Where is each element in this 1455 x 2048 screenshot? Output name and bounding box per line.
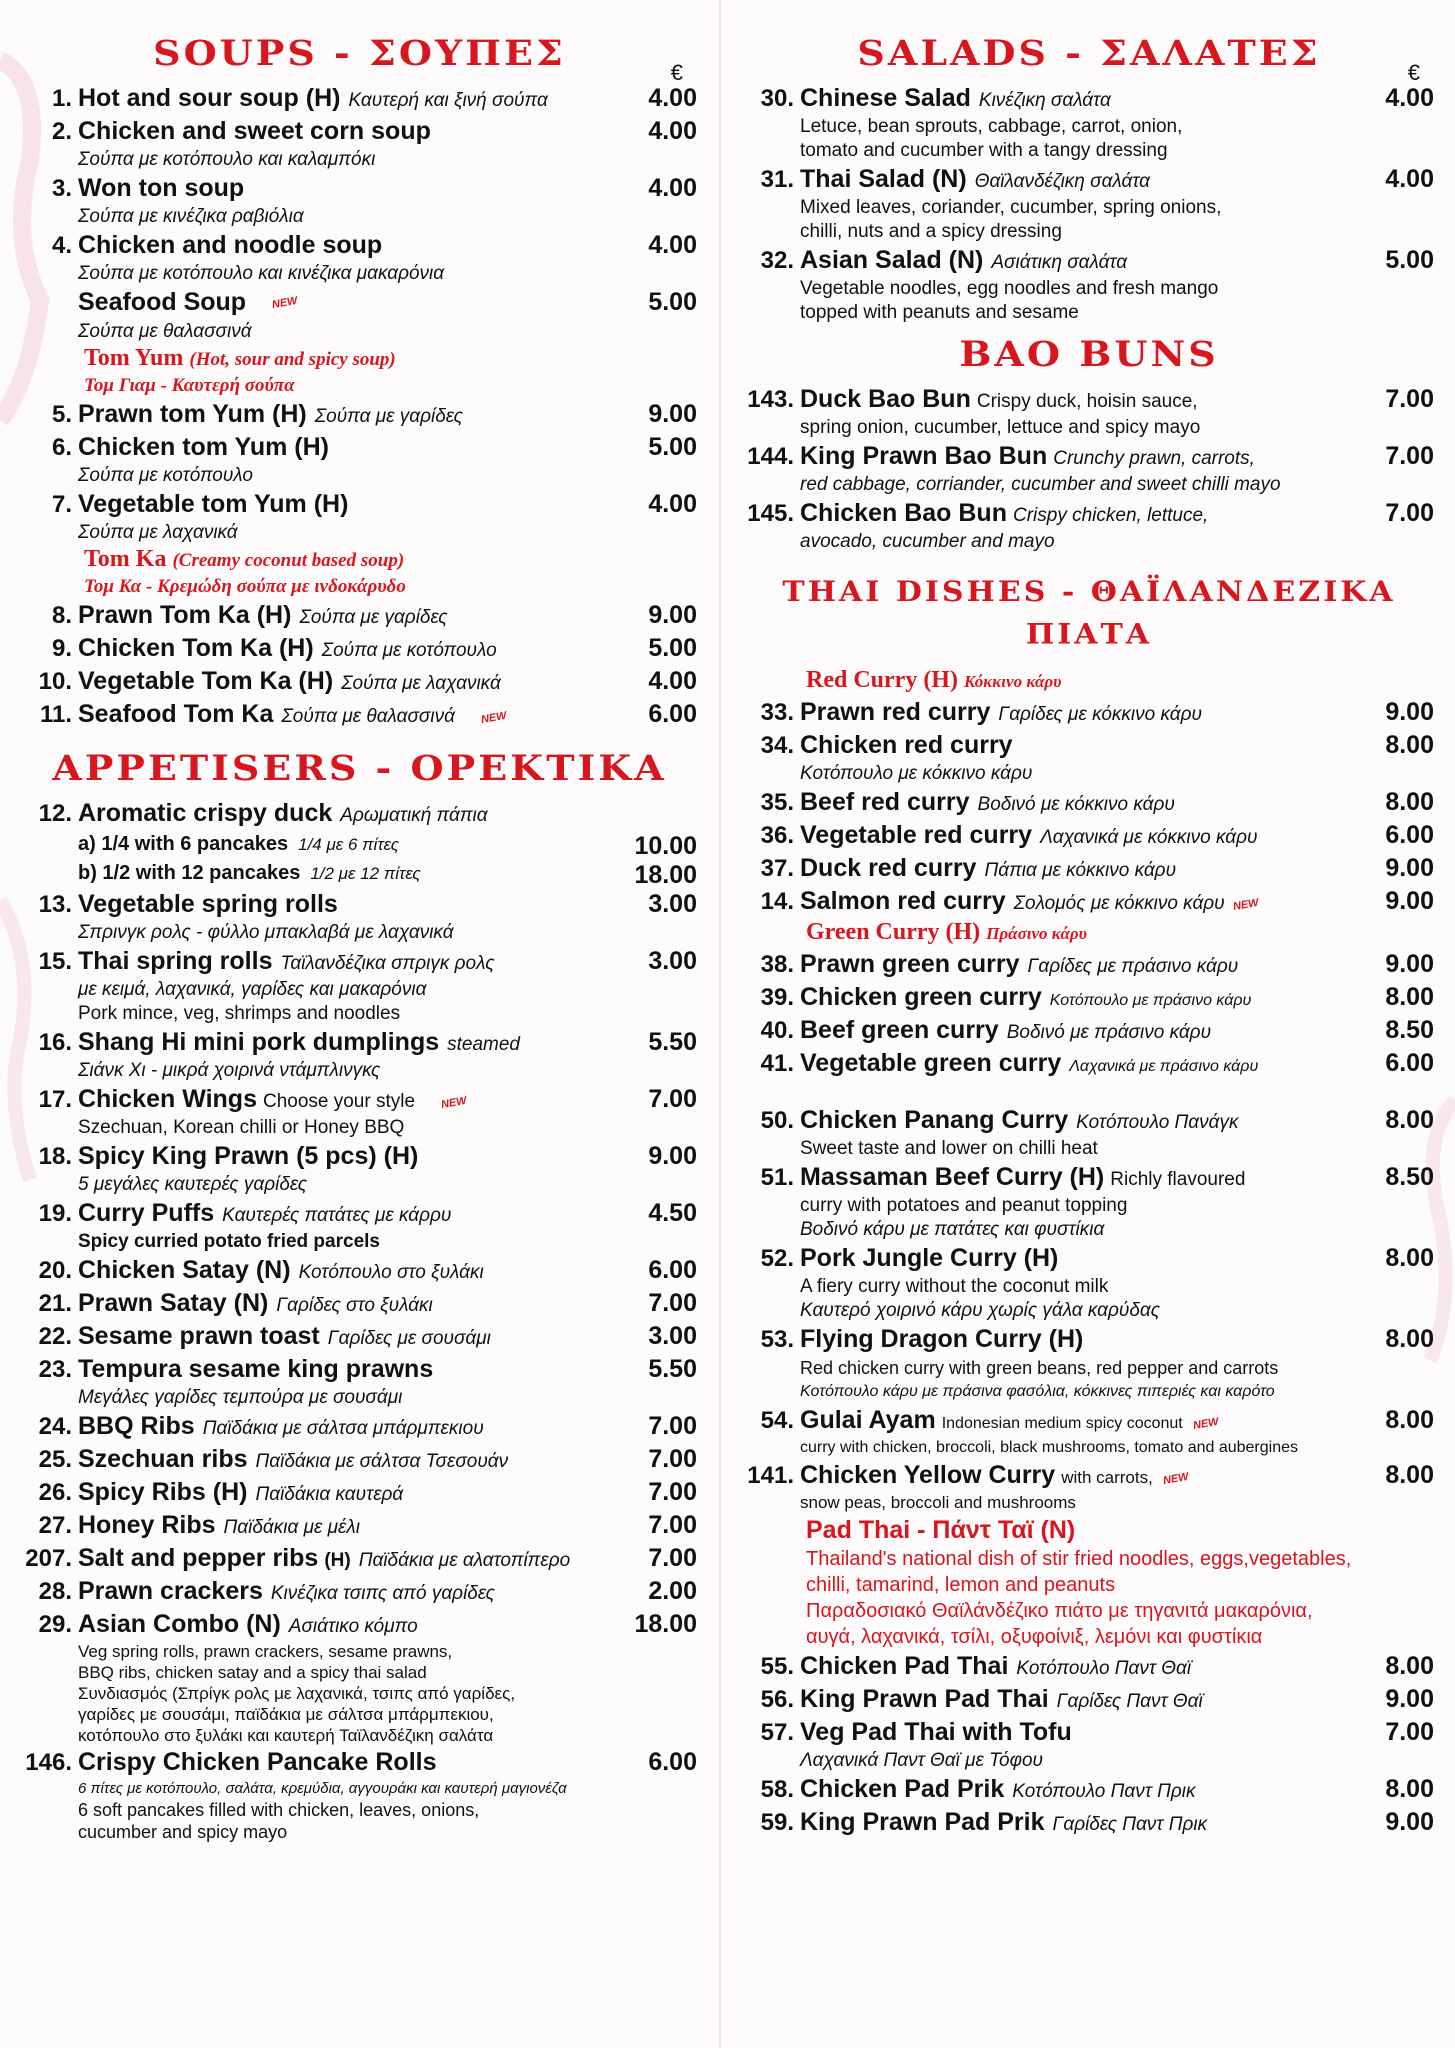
red-curry-heading: Red Curry (H) Κόκκινο κάρυ (806, 667, 1062, 693)
menu-item-22: 22. Sesame prawn toast Γαρίδες με σουσάμι 3.00 (38, 1321, 697, 1350)
new-badge: NEW (440, 1094, 468, 1111)
menu-item-51: 51. Massaman Beef Curry (H) Richly flavoured curry with potatoes and peanut topping Βοδινό κάρυ με πατάτες και φυστίκια 8.50 (760, 1163, 1434, 1240)
bao-buns-title: BAO BUNS (959, 332, 1219, 375)
menu-item-26: 26. Spicy Ribs (H) Παϊδάκια καυτερά 7.00 (38, 1477, 697, 1506)
menu-item-17: 17. Chicken Wings Choose your style NEW Szechuan, Korean chilli or Honey BBQ 7.00 (38, 1084, 697, 1138)
menu-item-20: 20. Chicken Satay (N) Κοτόπουλο στο ξυλάκι 6.00 (38, 1255, 697, 1284)
pad-thai-heading: Pad Thai - Πάντ Ταϊ (N) (806, 1516, 1076, 1544)
menu-item-35: 35. Beef red curry Βοδινό με κόκκινο κάρυ 8.00 (760, 788, 1434, 816)
menu-item-143: 143. Duck Bao Bun Crispy duck, hoisin sauce, spring onion, cucumber, lettuce and spicy mayo 7.00 (747, 385, 1434, 438)
menu-item-6: 6. Chicken tom Yum (H) Σούπα με κοτόπουλο 5.00 (51, 432, 697, 486)
menu-item-4: 4. Chicken and noodle soup Σούπα με κοτόπουλο και κινέζικα μακαρόνια 4.00 (51, 231, 697, 284)
menu-item-5: 5. Prawn tom Yum (H) Σούπα με γαρίδες 9.00 (51, 399, 697, 428)
tom-ka-heading: Tom Ka (Creamy coconut based soup) Τομ Κα - Κρεμώδη σούπα με ινδοκάρυδο (84, 545, 406, 597)
menu-item-144: 144. King Prawn Bao Bun Crunchy prawn, carrots, red cabbage, corriander, cucumber and sweet chilli mayo 7.00 (747, 442, 1434, 495)
menu-item-13: 13. Vegetable spring rolls Σπρινγκ ρολς - φύλλο μπακλαβά με λαχανικά 3.00 (38, 889, 697, 943)
menu-item-21: 21. Prawn Satay (N) Γαρίδες στο ξυλάκι 7.00 (38, 1288, 697, 1317)
menu-item-11: 11. Seafood Tom Ka Σούπα με θαλασσινά NEW 6.00 (39, 699, 697, 728)
menu-item-10: 10. Vegetable Tom Ka (H) Σούπα με λαχανικά 4.00 (38, 666, 697, 695)
menu-item-19: 19. Curry Puffs Καυτερές πατάτες με κάρρυ Spicy curried potato fried parcels 4.50 (38, 1198, 697, 1252)
tom-yum-heading: Tom Yum (Hot, sour and spicy soup) Τομ Γιαμ - Καυτερή σούπα (84, 344, 396, 396)
left-column (22, 30, 697, 1843)
menu-item-55: 55. Chicken Pad Thai Κοτόπουλο Παντ Θαϊ 8.00 (760, 1652, 1434, 1680)
menu-item-31: 31. Thai Salad (N) Θαϊλανδέζικη σαλάτα Mixed leaves, coriander, cucumber, spring onions, chilli, nuts and a spicy dressing 4.00 (760, 165, 1434, 242)
menu-item-207: 207. Salt and pepper ribs (H) Παϊδάκια με αλατοπίπερο 7.00 (25, 1543, 697, 1572)
new-badge: NEW (480, 709, 508, 726)
menu-item-34: 34. Chicken red curry Κοτόπουλο με κόκκινο κάρυ 8.00 (760, 731, 1434, 784)
euro-symbol: € (1407, 60, 1420, 85)
menu-item-seafood-soup: Seafood Soup NEW Σούπα με θαλασσινά 5.00 (22, 286, 697, 344)
menu-item-27: 27. Honey Ribs Παϊδάκια με μέλι 7.00 (38, 1510, 697, 1539)
menu-item-30: 30. Chinese Salad Κινέζικη σαλάτα Letuce, bean sprouts, cabbage, carrot, onion, tomato and cucumber with a tangy dressing 4.00 (760, 84, 1434, 161)
menu-item-16: 16. Shang Hi mini pork dumplings steamed Σιάνκ Χι - μικρά χοιρινά ντάμπλινγκς 5.50 (38, 1027, 697, 1081)
menu-item-25: 25. Szechuan ribs Παϊδάκια με σάλτσα Τσεσουάν 7.00 (38, 1444, 697, 1473)
menu-item-53: 53. Flying Dragon Curry (H) Red chicken curry with green beans, red pepper and carrots Κοτόπουλο κάρυ με πράσινα φασόλια, κόκκινες πιπεριές και καρότο 8.00 (760, 1325, 1434, 1400)
menu-item-9: 9. Chicken Tom Ka (H) Σούπα με κοτόπουλο 5.00 (51, 633, 697, 662)
menu-item-37: 37. Duck red curry Πάπια με κόκκινο κάρυ 9.00 (760, 854, 1434, 882)
euro-symbol: € (670, 60, 683, 85)
menu-item-36: 36. Vegetable red curry Λαχανικά με κόκκινο κάρυ 6.00 (760, 821, 1434, 849)
appetisers-title: APPETISERS - ΟΡΕΚΤΙΚΑ (52, 746, 667, 789)
menu-item-56: 56. King Prawn Pad Thai Γαρίδες Παντ Θαϊ 9.00 (760, 1685, 1434, 1713)
menu-item-14: 14. Salmon red curry Σολομός με κόκκινο κάρυ NEW 9.00 (760, 887, 1434, 915)
menu-item-8: 8. Prawn Tom Ka (H) Σούπα με γαρίδες 9.00 (51, 600, 697, 629)
menu-item-59: 59. King Prawn Pad Prik Γαρίδες Παντ Πρικ 9.00 (760, 1808, 1434, 1836)
menu-item-146: 146. Crispy Chicken Pancake Rolls 6 πίτες με κοτόπουλο, σαλάτα, κρεμύδια, αγγουράκι και καυτερή μαγιονέζα 6 soft pancakes filled with chicken, leaves, onions, cucumber and spicy mayo 6.00 (25, 1747, 697, 1842)
new-badge: NEW (271, 294, 299, 312)
menu-item-52: 52. Pork Jungle Curry (H) A fiery curry without the coconut milk Καυτερό χοιρινό κάρυ χωρίς γάλα καρύδας 8.00 (760, 1244, 1434, 1321)
menu-item-58: 58. Chicken Pad Prik Κοτόπουλο Παντ Πρικ 8.00 (760, 1775, 1434, 1803)
menu-item-23: 23. Tempura sesame king prawns Μεγάλες γαρίδες τεμπούρα με σουσάμι 5.50 (38, 1354, 697, 1408)
menu-item-3: 3. Won ton soup Σούπα με κινέζικα ραβιόλια 4.00 (51, 174, 697, 227)
menu-item-15: 15. Thai spring rolls Ταϊλανδέζικα σπριγκ ρολς με κειμά, λαχανικά, γαρίδες και μακαρόνια Pork mince, veg, shrimps and noodles 3.00 (38, 946, 697, 1024)
new-badge: NEW (1161, 1470, 1190, 1487)
thai-dishes-title: THAI DISHES - ΘΑΪΛΑΝΔΕΖΙΚΑ ΠΙΑΤΑ (782, 576, 1396, 651)
menu-item-28: 28. Prawn crackers Κινέζικα τσιπς από γαρίδες 2.00 (38, 1576, 697, 1605)
new-badge: NEW (1231, 896, 1260, 913)
right-column (744, 30, 1434, 1839)
new-badge: NEW (1191, 1415, 1220, 1432)
green-curry-heading: Green Curry (H) Πράσινο κάρυ (806, 919, 1087, 945)
menu-item-33: 33. Prawn red curry Γαρίδες με κόκκινο κάρυ 9.00 (760, 698, 1434, 726)
menu-item-50: 50. Chicken Panang Curry Κοτόπουλο Πανάγκ Sweet taste and lower on chilli heat 8.00 (760, 1106, 1434, 1159)
soups-title: SOUPS - ΣΟΥΠΕΣ (153, 31, 566, 74)
menu-item-2: 2. Chicken and sweet corn soup Σούπα με κοτόπουλο και καλαμπόκι 4.00 (51, 117, 697, 170)
menu-item-41: 41. Vegetable green curry Λαχανικά με πράσινο κάρυ 6.00 (760, 1049, 1434, 1077)
menu-item-38: 38. Prawn green curry Γαρίδες με πράσινο κάρυ 9.00 (760, 950, 1434, 978)
menu-item-145: 145. Chicken Bao Bun Crispy chicken, lettuce, avocado, cucumber and mayo 7.00 (747, 499, 1434, 552)
menu-item-18: 18. Spicy King Prawn (5 pcs) (H) 5 μεγάλες καυτερές γαρίδες 9.00 (38, 1141, 697, 1195)
duck-option-b: b) 1/2 with 12 pancakes 1/2 με 12 πίτες 18.00 (78, 860, 697, 889)
salads-title: SALADS - ΣΑΛΑΤΕΣ (857, 31, 1321, 74)
menu-item-32: 32. Asian Salad (N) Ασιάτικη σαλάτα Vegetable noodles, egg noodles and fresh mango topped with peanuts and sesame 5.00 (760, 246, 1434, 323)
pad-thai-description-en: Thailand's national dish of stir fried noodles, eggs,vegetables, chilli, tamarind, lemon and peanuts Παραδοσιακό Θαϊλάνδέζικο πιάτο με τηγανιτά μακαρόνια, αυγά, λαχανικά, τσίλι, οξυφοίνιξ, λεμόνι και φυστίκια (806, 1548, 1352, 1648)
menu-item-12: 12. Aromatic crispy duck Αρωματική πάπια a) 1/4 with 6 pancakes 1/4 με 6 πίτες 10.00 b) 1/2 with 12 pancakes 1/2 με 12 πίτες 18.00 (38, 798, 697, 889)
menu-item-29: 29. Asian Combo (N) Ασιάτικο κόμπο Veg spring rolls, prawn crackers, sesame prawns, BBQ ribs, chicken satay and a spicy thai salad Συνδιασμός (Σπρίγκ ρολς με λαχανικά, τσιπς από γαρίδες, γαρίδες με σουσάμι, παϊδάκια με σάλτσα μπάρμπεκιου, κοτόπουλο στο ξυλάκι και καυτερή Ταϊλανδέζικη σαλάτα 18.00 (38, 1609, 697, 1745)
menu-item-40: 40. Beef green curry Βοδινό με πράσινο κάρυ 8.50 (760, 1016, 1434, 1044)
menu-item-39: 39. Chicken green curry Κοτόπουλο με πράσινο κάρυ 8.00 (760, 983, 1434, 1011)
menu-item-57: 57. Veg Pad Thai with Tofu Λαχανικά Παντ Θαϊ με Τόφου 7.00 (760, 1718, 1434, 1771)
menu-item-141: 141. Chicken Yellow Curry with carrots, NEW snow peas, broccoli and mushrooms 8.00 (747, 1461, 1434, 1512)
menu-item-54: 54. Gulai Ayam Indonesian medium spicy coconut NEW curry with chicken, broccoli, black mushrooms, tomato and aubergines 8.00 (760, 1406, 1434, 1456)
duck-option-a: a) 1/4 with 6 pancakes 1/4 με 6 πίτες 10.00 (78, 831, 697, 860)
menu-item-1: 1. Hot and sour soup (H) Καυτερή και ξινή σούπα 4.00 (51, 84, 697, 112)
menu-item-7: 7. Vegetable tom Yum (H) Σούπα με λαχανικά 4.00 (51, 489, 697, 543)
menu-item-24: 24. BBQ Ribs Παϊδάκια με σάλτσα μπάρμπεκιου 7.00 (38, 1411, 697, 1440)
